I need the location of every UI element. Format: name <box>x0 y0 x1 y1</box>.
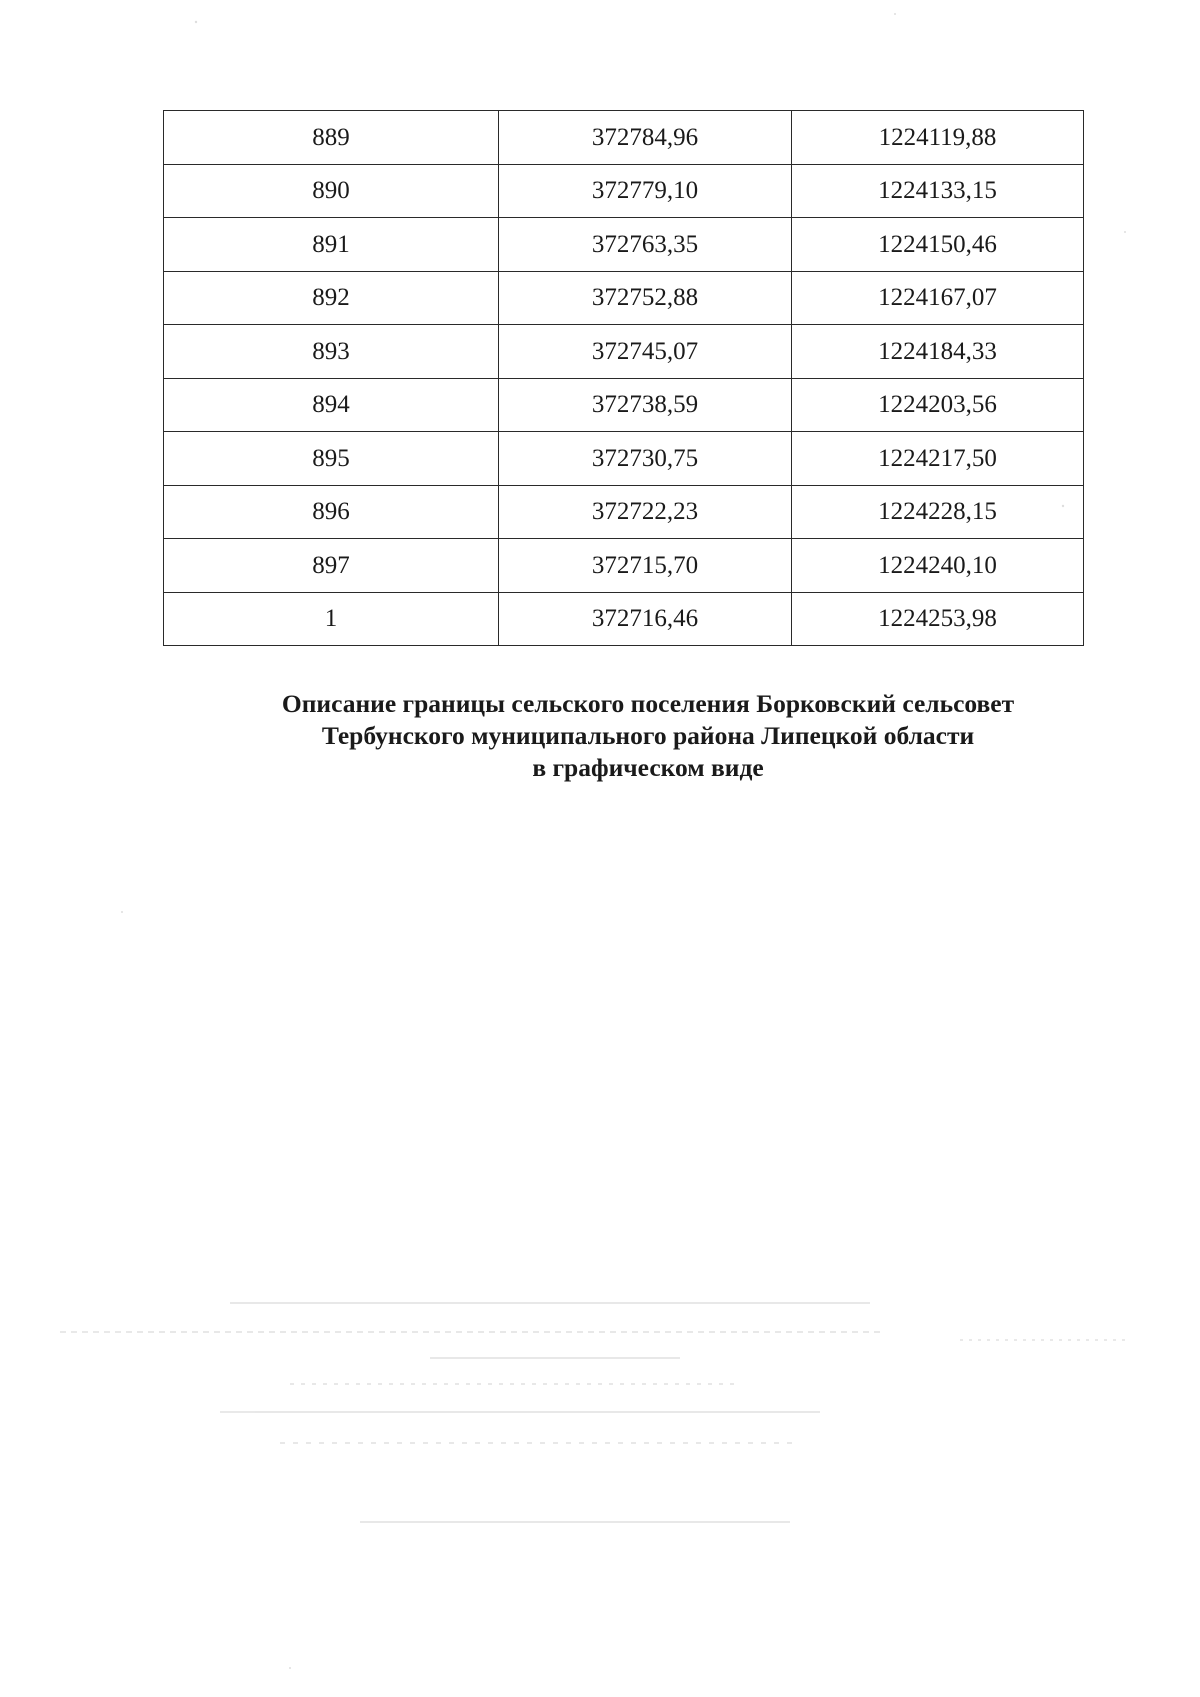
y-coordinate-cell: 1224150,46 <box>792 218 1084 272</box>
table-row <box>164 218 1084 272</box>
y-coordinate-cell: 1224184,33 <box>792 325 1084 379</box>
y-coordinate-cell: 1224253,98 <box>792 592 1084 646</box>
x-coordinate-cell: 372745,07 <box>499 325 792 379</box>
point-number-cell: 896 <box>164 485 499 539</box>
x-coordinate-cell: 372722,23 <box>499 485 792 539</box>
coordinates-table <box>163 110 1084 646</box>
heading-line-1: Описание границы сельского поселения Борковский сельсовет <box>281 689 1015 718</box>
x-coordinate-cell: 372784,96 <box>499 111 792 165</box>
table-row <box>164 164 1084 218</box>
point-number-cell: 891 <box>164 218 499 272</box>
point-number-cell: 889 <box>164 111 499 165</box>
y-coordinate-cell: 1224119,88 <box>792 111 1084 165</box>
heading-line-3: в графическом виде <box>532 753 764 782</box>
y-coordinate-cell: 1224167,07 <box>792 271 1084 325</box>
table-row <box>164 539 1084 593</box>
x-coordinate-cell: 372716,46 <box>499 592 792 646</box>
point-number-cell: 895 <box>164 432 499 486</box>
point-number-cell: 892 <box>164 271 499 325</box>
point-number-cell: 893 <box>164 325 499 379</box>
x-coordinate-cell: 372752,88 <box>499 271 792 325</box>
table-row <box>164 271 1084 325</box>
point-number-cell: 894 <box>164 378 499 432</box>
table-row <box>164 325 1084 379</box>
y-coordinate-cell: 1224133,15 <box>792 164 1084 218</box>
y-coordinate-cell: 1224217,50 <box>792 432 1084 486</box>
x-coordinate-cell: 372738,59 <box>499 378 792 432</box>
table-row <box>164 432 1084 486</box>
x-coordinate-cell: 372730,75 <box>499 432 792 486</box>
point-number-cell: 1 <box>164 592 499 646</box>
heading-line-2: Тербунского муниципального района Липецкой области <box>321 721 975 750</box>
table-row <box>164 378 1084 432</box>
table-row <box>164 592 1084 646</box>
point-number-cell: 890 <box>164 164 499 218</box>
point-number-cell: 897 <box>164 539 499 593</box>
section-heading <box>163 688 1133 784</box>
x-coordinate-cell: 372779,10 <box>499 164 792 218</box>
y-coordinate-cell: 1224228,15 <box>792 485 1084 539</box>
table-row <box>164 111 1084 165</box>
table-row <box>164 485 1084 539</box>
x-coordinate-cell: 372763,35 <box>499 218 792 272</box>
x-coordinate-cell: 372715,70 <box>499 539 792 593</box>
y-coordinate-cell: 1224203,56 <box>792 378 1084 432</box>
y-coordinate-cell: 1224240,10 <box>792 539 1084 593</box>
